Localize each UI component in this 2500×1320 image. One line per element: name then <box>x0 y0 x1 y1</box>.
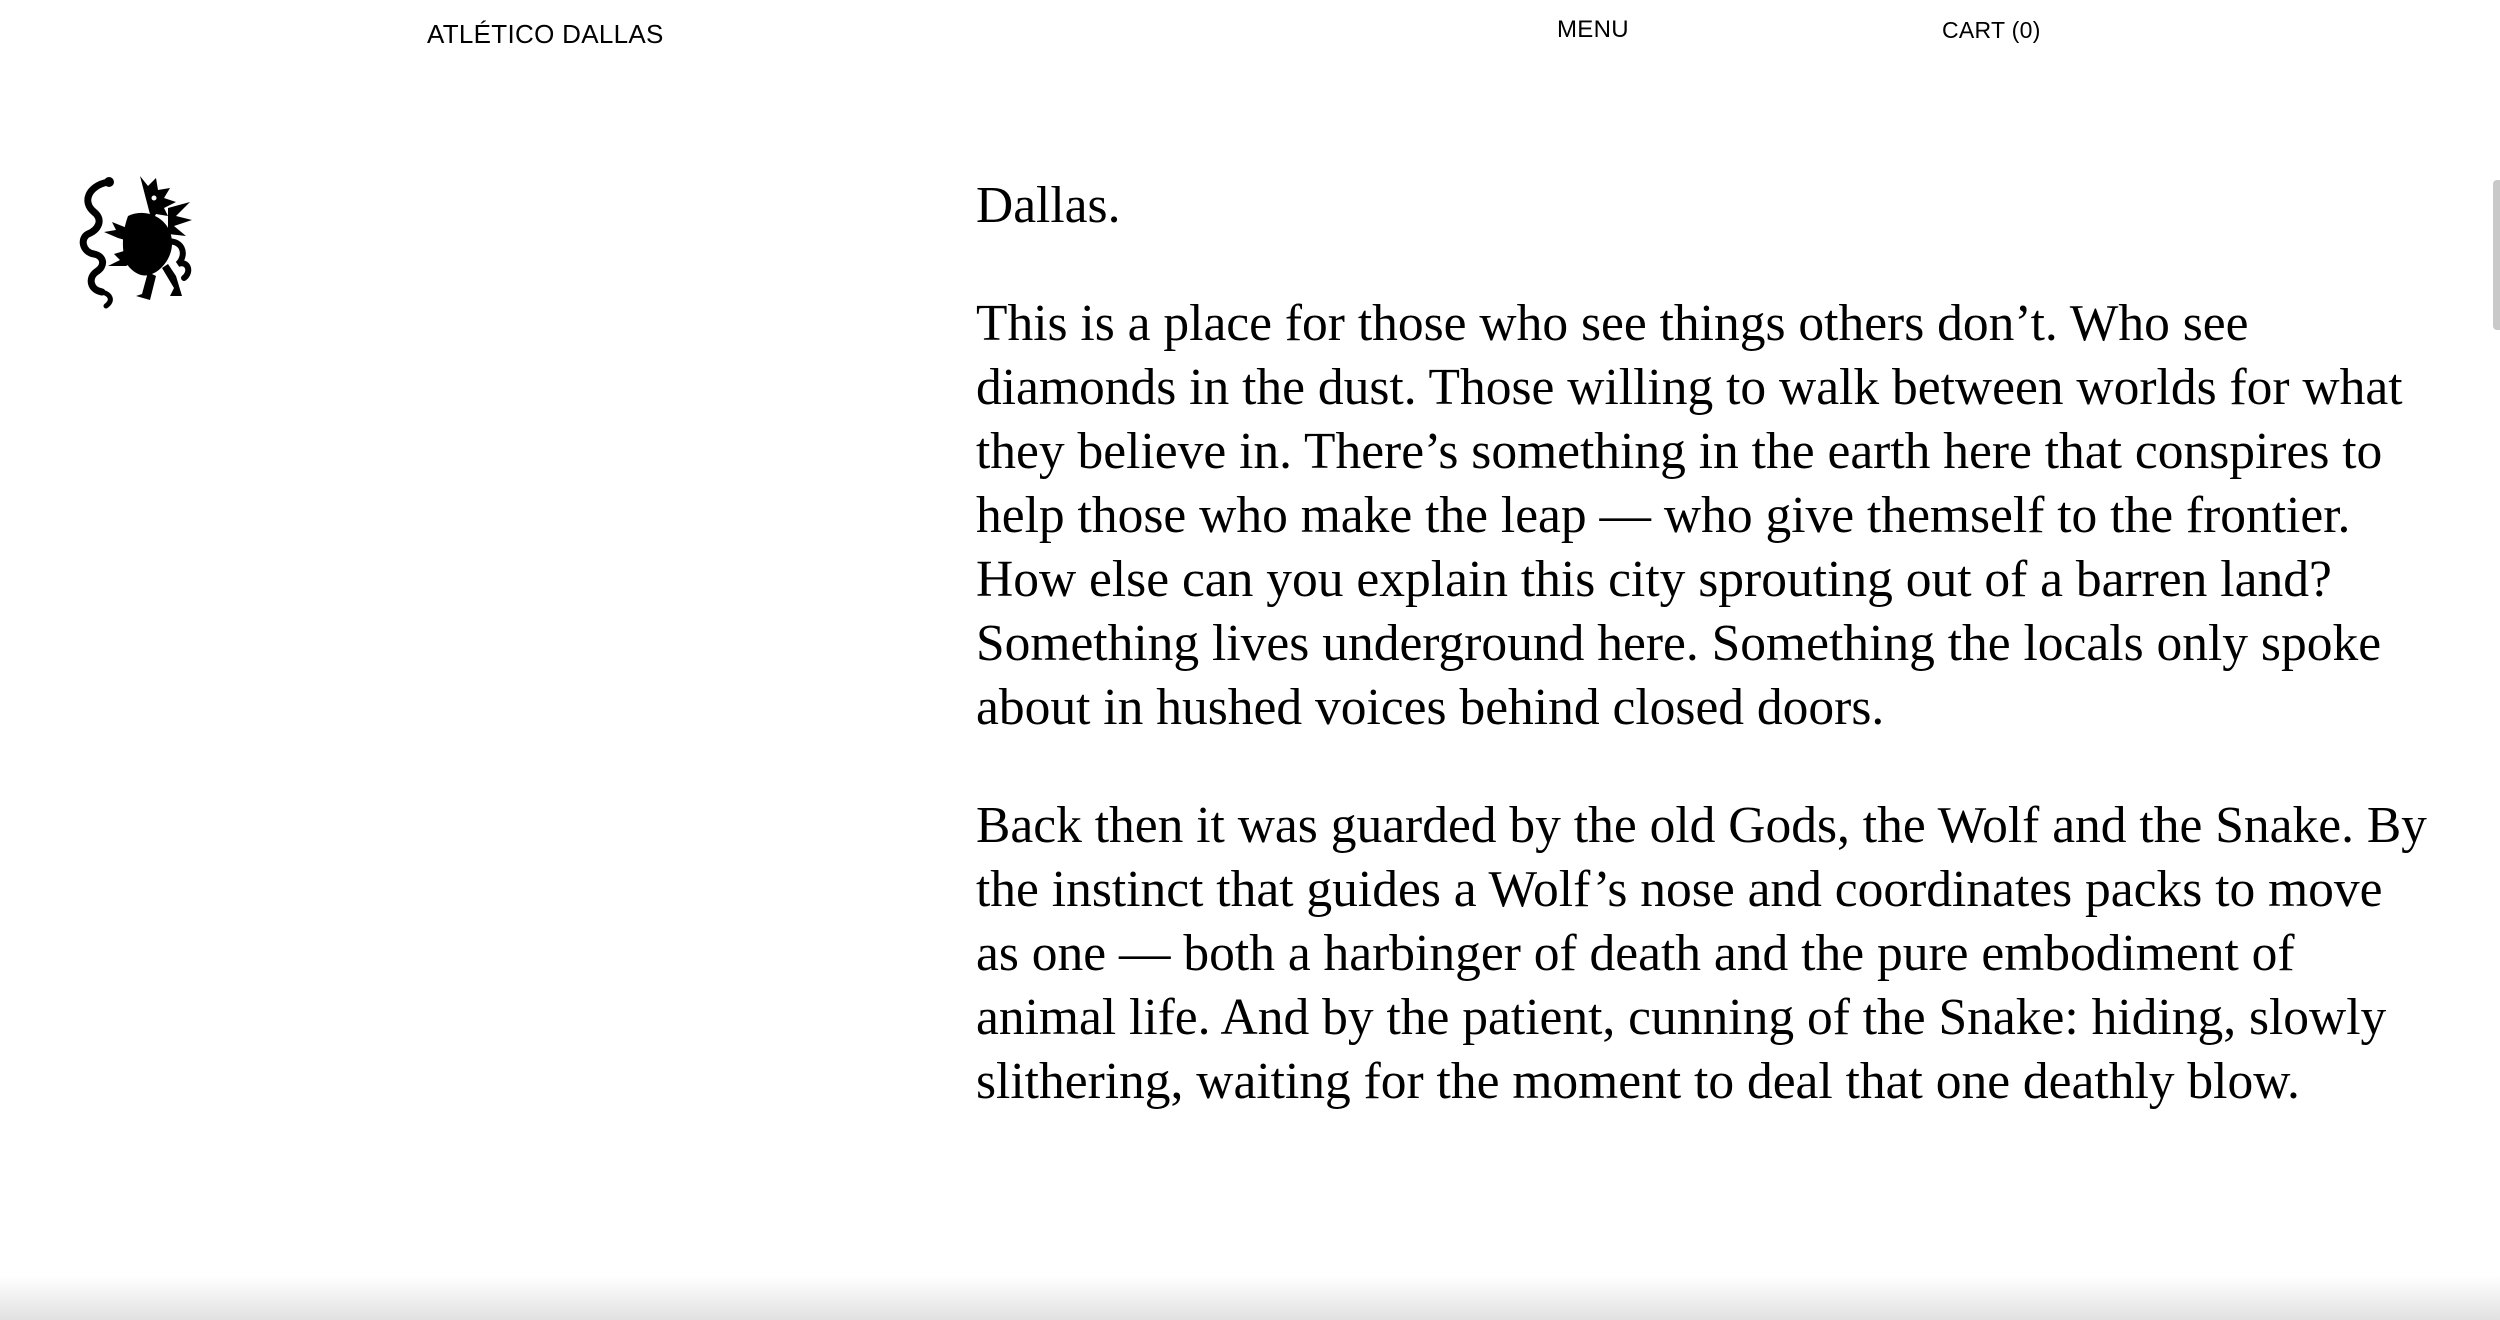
cart-button[interactable]: CART (0) <box>1942 17 2041 43</box>
crest-graphic <box>78 172 194 312</box>
story-heading: Dallas. <box>976 177 1121 234</box>
bottom-fade <box>0 1276 2500 1320</box>
story-paragraph: This is a place for those who see things others don’t. Who see diamonds in the dust. Those willing to walk between worlds for what they believe in. There’s something in the earth here that conspires to help those who make the leap — who give themself to the frontier. How else can you explain this city sprouting out of a barren land? Something lives underground here. Something the locals only spoke about in hushed voices behind closed doors. <box>976 295 2403 736</box>
story-text <box>976 174 2436 1168</box>
story-paragraph: Back then it was guarded by the old Gods, the Wolf and the Snake. By the instinct that guides a Wolf’s nose and coordinates packs to move as one — both a harbinger of death and the pure embodiment of animal life. And by the patient, cunning of the Snake: hiding, slowly slithering, waiting for the moment to deal that one deathly blow. <box>976 797 2427 1110</box>
brand-link[interactable]: ATLÉTICO DALLAS <box>427 19 664 49</box>
scrollbar-thumb[interactable] <box>2493 180 2500 330</box>
wolf-snake-crest-icon[interactable] <box>78 172 194 312</box>
menu-button[interactable]: MENU <box>1557 16 1629 43</box>
